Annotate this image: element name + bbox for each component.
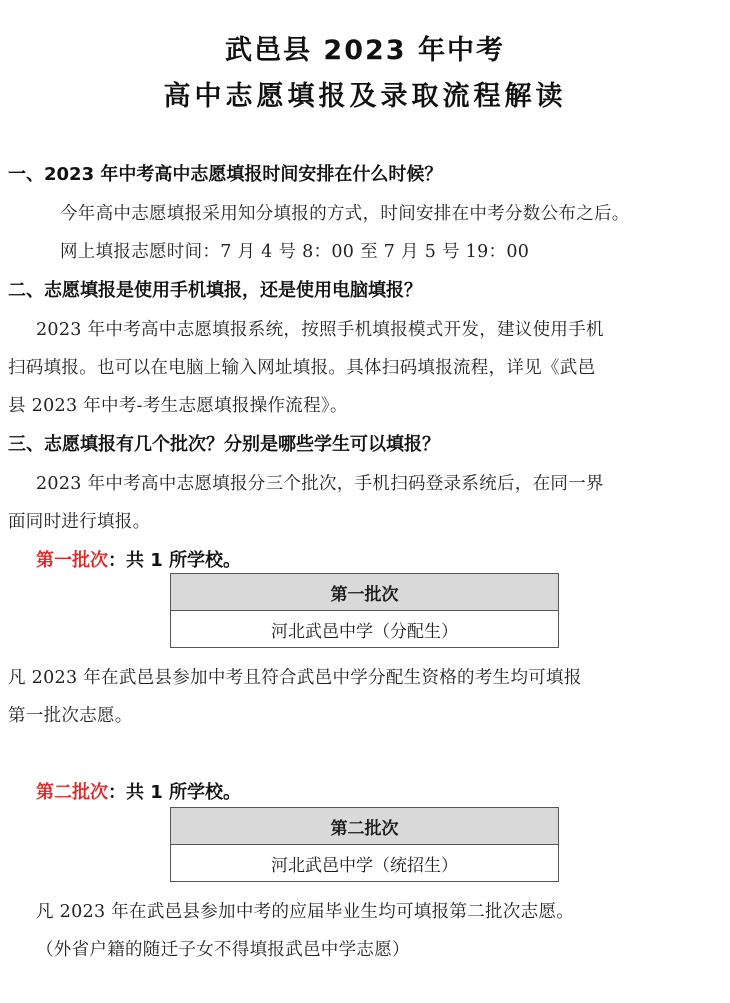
batch-2-table-header: 第二批次 bbox=[171, 808, 559, 845]
batch-2-count: ：共 1 所学校。 bbox=[108, 782, 242, 803]
q3-line-2: 面同时进行填报。 bbox=[8, 512, 151, 532]
question-1-heading: 一、2023 年中考高中志愿填报时间安排在什么时候？ bbox=[8, 164, 443, 185]
batch-2-title bbox=[36, 778, 241, 804]
batch-1-table bbox=[170, 573, 559, 648]
q3-line-1: 2023 年中考高中志愿填报分三个批次，手机扫码登录系统后，在同一界 bbox=[36, 474, 604, 494]
title-line-2: 高中志愿填报及录取流程解读 bbox=[163, 81, 567, 112]
batch-2-table bbox=[170, 807, 559, 882]
question-3-heading: 三、志愿填报有几个批次？分别是哪些学生可以填报？ bbox=[8, 434, 440, 455]
title-line-1: 武邑县 2023 年中考 bbox=[225, 35, 505, 66]
q1-paragraph-1: 今年高中志愿填报采用知分填报的方式，时间安排在中考分数公布之后。 bbox=[60, 204, 630, 224]
batch-1-title bbox=[36, 546, 241, 572]
batch-1-desc-2: 第一批次志愿。 bbox=[8, 706, 133, 726]
batch-1-label: 第一批次 bbox=[36, 550, 108, 571]
batch-2-label: 第二批次 bbox=[36, 782, 108, 803]
q2-line-3: 县 2023 年中考-考生志愿填报操作流程》。 bbox=[8, 396, 348, 416]
q1-paragraph-2: 网上填报志愿时间：7 月 4 号 8：00 至 7 月 5 号 19：00 bbox=[60, 242, 530, 262]
batch-2-desc-2: （外省户籍的随迁子女不得填报武邑中学志愿） bbox=[36, 940, 410, 960]
batch-1-count: ：共 1 所学校。 bbox=[108, 550, 242, 571]
question-2-heading: 二、志愿填报是使用手机填报，还是使用电脑填报？ bbox=[8, 280, 422, 301]
batch-1-table-school: 河北武邑中学（分配生） bbox=[171, 611, 559, 648]
batch-1-table-header: 第一批次 bbox=[171, 574, 559, 611]
q2-line-1: 2023 年中考高中志愿填报系统，按照手机填报模式开发，建议使用手机 bbox=[36, 320, 604, 340]
batch-2-desc-1: 凡 2023 年在武邑县参加中考的应届毕业生均可填报第二批次志愿。 bbox=[36, 902, 575, 922]
batch-2-table-school: 河北武邑中学（统招生） bbox=[171, 845, 559, 882]
q2-line-2: 扫码填报。也可以在电脑上输入网址填报。具体扫码填报流程，详见《武邑 bbox=[8, 358, 596, 378]
batch-1-desc-1: 凡 2023 年在武邑县参加中考且符合武邑中学分配生资格的考生均可填报 bbox=[8, 668, 582, 688]
